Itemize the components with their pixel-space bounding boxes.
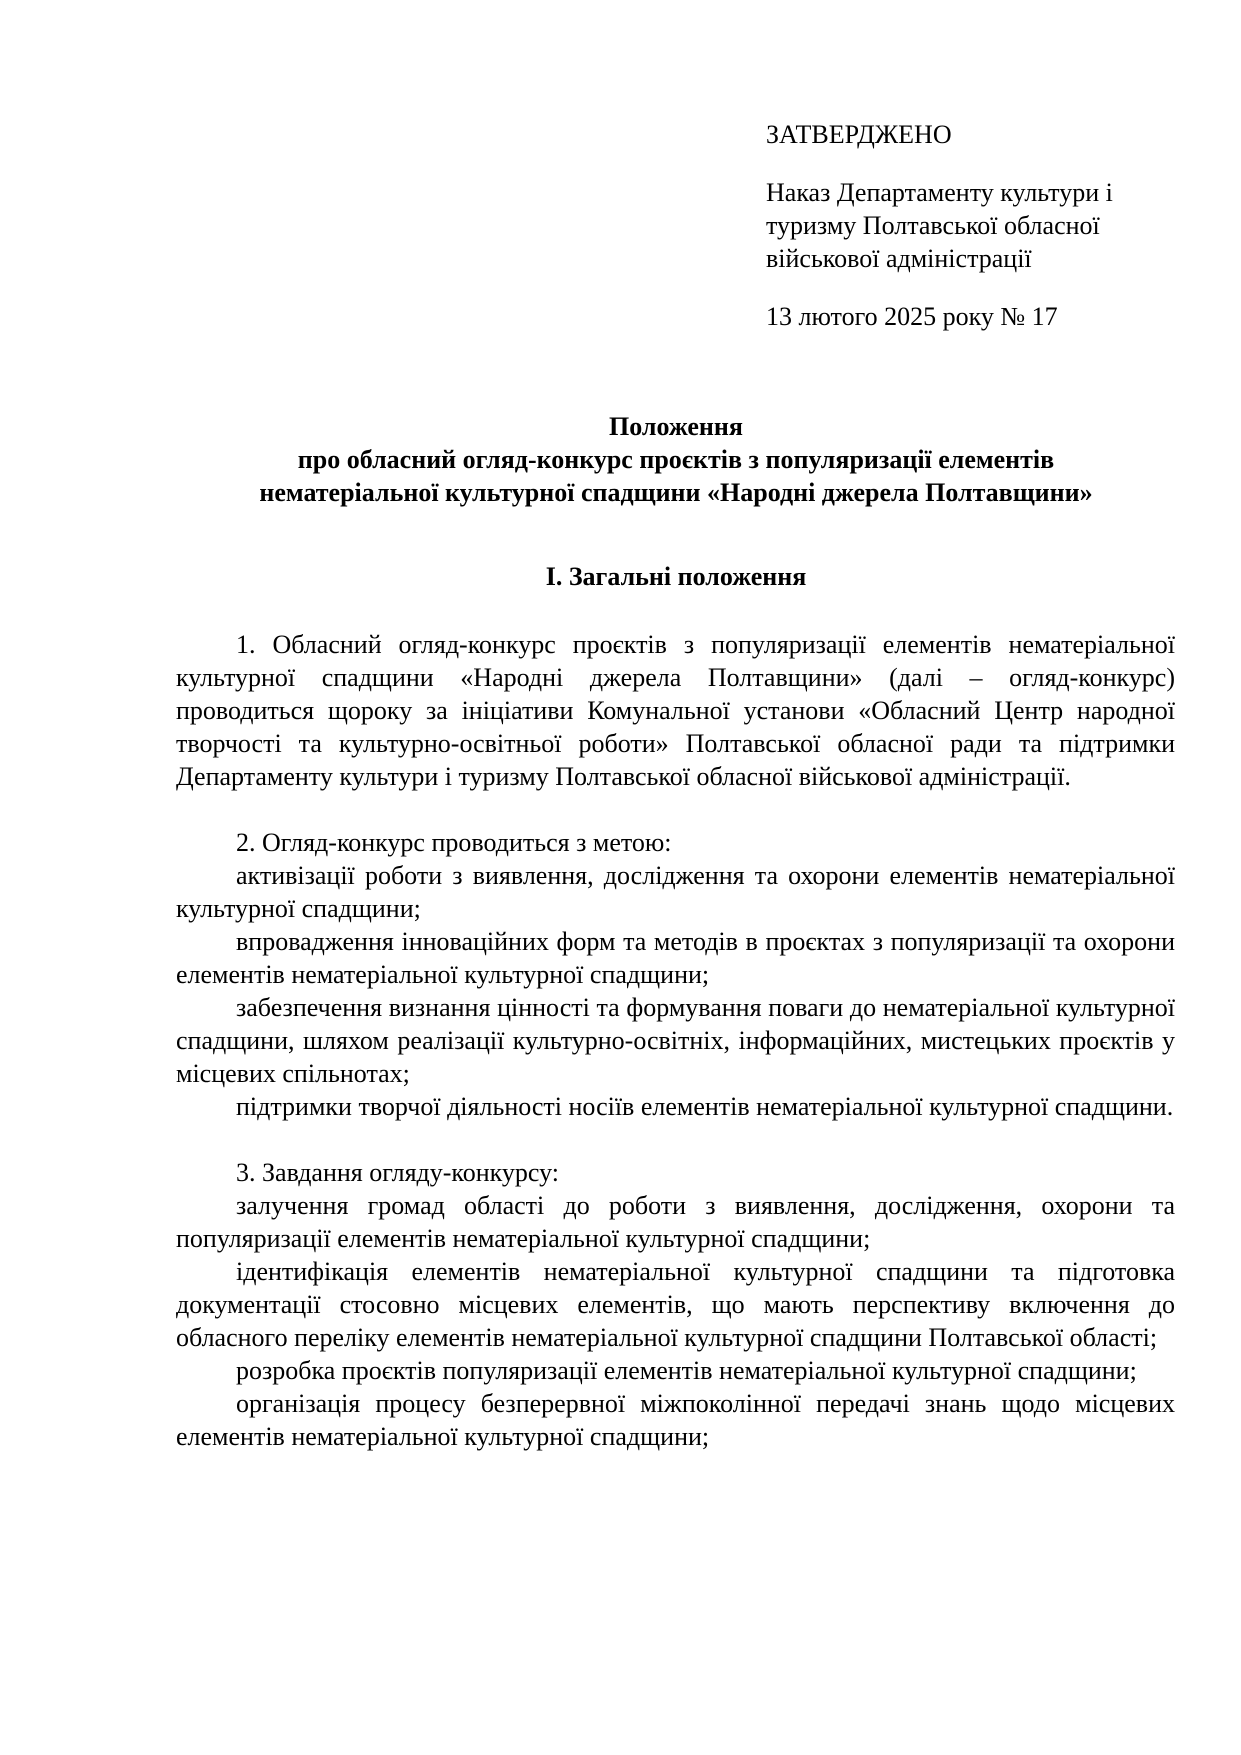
section-heading: І. Загальні положення xyxy=(545,562,807,591)
paragraph-2-intro: 2. Огляд-конкурс проводиться з метою: xyxy=(236,828,672,857)
title-line-2: про обласний огляд-конкурс проєктів з популяризації елементів xyxy=(297,445,1055,474)
paragraph-3-intro: 3. Завдання огляду-конкурсу: xyxy=(236,1158,559,1187)
paragraph-3-item-b: ідентифікація елементів нематеріальної культурної спадщини та підготовка документації стосовно місцевих елементів, що мають перспективу включення до обласного переліку елементів нематеріальної культурної спадщини Полтавської області; xyxy=(176,1257,1175,1352)
title-line-1: Положення xyxy=(609,412,743,441)
paragraph-gap xyxy=(176,793,1175,826)
approval-order: Наказ Департаменту культури і туризму Полтавської обласної військової адміністрації xyxy=(766,178,1113,273)
title-line-3: нематеріальної культурної спадщини «Народні джерела Полтавщини» xyxy=(259,478,1093,507)
approval-heading: ЗАТВЕРДЖЕНО xyxy=(766,120,952,149)
document-body xyxy=(176,628,1175,1453)
paragraph-1: 1. Обласний огляд-конкурс проєктів з популяризації елементів нематеріальної культурної спадщини «Народні джерела Полтавщини» (далі – огляд-конкурс) проводиться щороку за ініціативи Комунальної установи «Обласний Центр народної творчості та культурно-освітньої роботи» Полтавської обласної ради та підтримки Департаменту культури і туризму Полтавської обласної військової адміністрації. xyxy=(176,630,1175,791)
paragraph-3-item-d: організація процесу безперервної міжпоколінної передачі знань щодо місцевих елементів нематеріальної культурної спадщини; xyxy=(176,1389,1175,1451)
paragraph-2-item-c: забезпечення визнання цінності та формування поваги до нематеріальної культурної спадщини, шляхом реалізації культурно-освітніх, інформаційних, мистецьких проєктів у місцевих спільнотах; xyxy=(176,993,1175,1088)
approval-date: 13 лютого 2025 року № 17 xyxy=(766,302,1058,331)
document-title xyxy=(176,410,1176,509)
approval-block xyxy=(766,118,1186,333)
paragraph-2-item-a: активізації роботи з виявлення, дослідження та охорони елементів нематеріальної культурної спадщини; xyxy=(176,861,1175,923)
paragraph-2-item-d: підтримки творчої діяльності носіїв елементів нематеріальної культурної спадщини. xyxy=(236,1092,1174,1121)
paragraph-3-item-c: розробка проєктів популяризації елементів нематеріальної культурної спадщини; xyxy=(236,1356,1137,1385)
paragraph-3-item-a: залучення громад області до роботи з виявлення, дослідження, охорони та популяризації елементів нематеріальної культурної спадщини; xyxy=(176,1191,1175,1253)
paragraph-gap xyxy=(176,1123,1175,1156)
paragraph-2-item-b: впровадження інноваційних форм та методів в проєктах з популяризації та охорони елементів нематеріальної культурної спадщини; xyxy=(176,927,1175,989)
